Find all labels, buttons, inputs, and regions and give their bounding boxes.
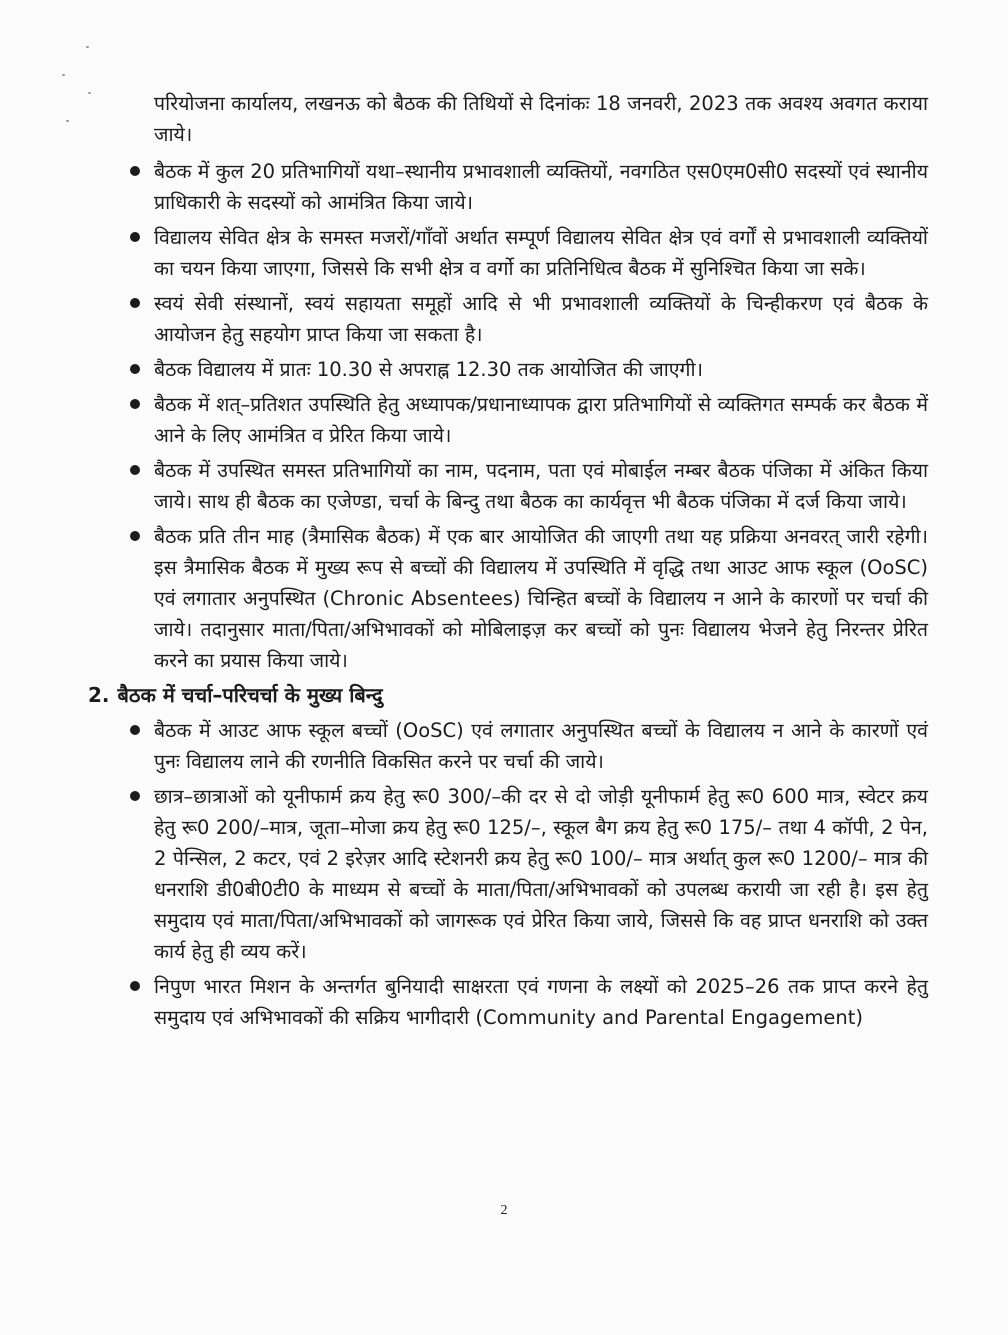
list-item-text: निपुण भारत मिशन के अन्तर्गत बुनियादी साक्षरता एवं गणना के लक्ष्यों को 2025–26 तक प्राप्त करने हेतु समुदाय एवं अभिभावकों की सक्रिय भागीदारी (Community and Parental Engagement) (154, 975, 928, 1029)
bullet-icon (130, 298, 140, 308)
list-item-text: बैठक में आउट आफ स्कूल बच्चों (OoSC) एवं लगातार अनुपस्थित बच्चों के विद्यालय न आने के कारणों एवं पुनः विद्यालय लाने की रणनीति विकसित करने पर चर्चा की जाये। (154, 719, 928, 773)
list-item (154, 781, 928, 967)
bullet-icon (130, 166, 140, 176)
scan-speck (62, 74, 65, 76)
scan-speck (66, 120, 69, 122)
list-item (154, 455, 928, 517)
bullet-icon (130, 981, 140, 991)
list-item-text: छात्र–छात्राओं को यूनीफार्म क्रय हेतु रू0 300/–की दर से दो जोड़ी यूनीफार्म हेतु रू0 600 मात्र, स्वेटर क्रय हेतु रू0 200/–मात्र, जूता–मोजा क्रय हेतु रू0 125/–, स्कूल बैग क्रय हेतु रू0 175/– तथा 4 कॉपी, 2 पेन, 2 पेन्सिल, 2 कटर, एवं 2 इरेज़र आदि स्टेशनरी क्रय हेतु रू0 100/– मात्र अर्थात् कुल रू0 1200/– मात्र की धनराशि डी0बी0टी0 के माध्यम से बच्चों के माता/पिता/अभिभावकों को उपलब्ध करायी जा रही है। इस हेतु समुदाय एवं माता/पिता/अभिभावकों को जागरूक एवं प्रेरित किया जाये, जिससे कि वह प्राप्त धनराशि को उक्त कार्य हेतु ही व्यय करें। (154, 785, 928, 963)
bullet-icon (130, 465, 140, 475)
section-heading (88, 680, 928, 711)
list-item (154, 354, 928, 385)
list-item-text: स्वयं सेवी संस्थानों, स्वयं सहायता समूहों आदि से भी प्रभावशाली व्यक्तियों के चिन्हीकरण एवं बैठक के आयोजन हेतु सहयोग प्राप्त किया जा सकता है। (154, 292, 928, 346)
list-item-text: बैठक में उपस्थित समस्त प्रतिभागियों का नाम, पदनाम, पता एवं मोबाईल नम्बर बैठक पंजिका में अंकित किया जाये। साथ ही बैठक का एजेण्डा, चर्चा के बिन्दु तथा बैठक का कार्यवृत्त भी बैठक पंजिका में दर्ज किया जाये। (154, 459, 928, 513)
list-item-text: विद्यालय सेवित क्षेत्र के समस्त मजरों/गाँवों अर्थात सम्पूर्ण विद्यालय सेवित क्षेत्र एवं वर्गों से प्रभावशाली व्यक्तियों का चयन किया जाएगा, जिससे कि सभी क्षेत्र व वर्गो का प्रतिनिधित्व बैठक में सुनिश्चित किया जा सके। (154, 226, 928, 280)
list-item (154, 389, 928, 451)
list-item (154, 521, 928, 676)
section-title: बैठक में चर्चा–परिचर्चा के मुख्य बिन्दु (117, 683, 383, 707)
bullet-list-discussion-points (88, 715, 928, 1033)
section-number: 2. (88, 683, 110, 707)
page-number: 2 (500, 1203, 508, 1218)
scan-speck (86, 46, 89, 48)
document-body (88, 88, 928, 1037)
list-item (154, 222, 928, 284)
list-item-text: बैठक विद्यालय में प्रातः 10.30 से अपराह्न 12.30 तक आयोजित की जाएगी। (154, 358, 703, 381)
bullet-list-meeting-guidelines (88, 156, 928, 676)
list-item-text: बैठक प्रति तीन माह (त्रैमासिक बैठक) में एक बार आयोजित की जाएगी तथा यह प्रक्रिया अनवरत् जारी रहेगी। इस त्रैमासिक बैठक में मुख्य रूप से बच्चों की विद्यालय में उपस्थिति में वृद्धि तथा आउट आफ स्कूल (OoSC) एवं लगातार अनुपस्थित (Chronic Absentees) चिन्हित बच्चों के विद्यालय न आने के कारणों पर चर्चा की जाये। तदानुसार माता/पिता/अभिभावकों को मोबिलाइज़ कर बच्चों को पुनः विद्यालय भेजने हेतु निरन्तर प्रेरित करने का प्रयास किया जाये। (154, 525, 928, 672)
bullet-icon (130, 531, 140, 541)
bullet-icon (130, 725, 140, 735)
list-item-text: बैठक में शत्–प्रतिशत उपस्थिति हेतु अध्यापक/प्रधानाध्यापक द्वारा प्रतिभागियों से व्यक्तिगत सम्पर्क कर बैठक में आने के लिए आमंत्रित व प्रेरित किया जाये। (154, 393, 928, 447)
bullet-icon (130, 399, 140, 409)
bullet-icon (130, 791, 140, 801)
bullet-icon (130, 232, 140, 242)
list-item (154, 715, 928, 777)
list-item-text: बैठक में कुल 20 प्रतिभागियों यथा–स्थानीय प्रभावशाली व्यक्तियों, नवगठित एस0एम0सी0 सदस्यों एवं स्थानीय प्राधिकारी के सदस्यों को आमंत्रित किया जाये। (154, 160, 928, 214)
list-item (154, 288, 928, 350)
list-item (154, 156, 928, 218)
bullet-icon (130, 364, 140, 374)
intro-paragraph: परियोजना कार्यालय, लखनऊ को बैठक की तिथियों से दिनांकः 18 जनवरी, 2023 तक अवश्य अवगत कराया जाये। (154, 92, 928, 146)
list-item (154, 971, 928, 1033)
